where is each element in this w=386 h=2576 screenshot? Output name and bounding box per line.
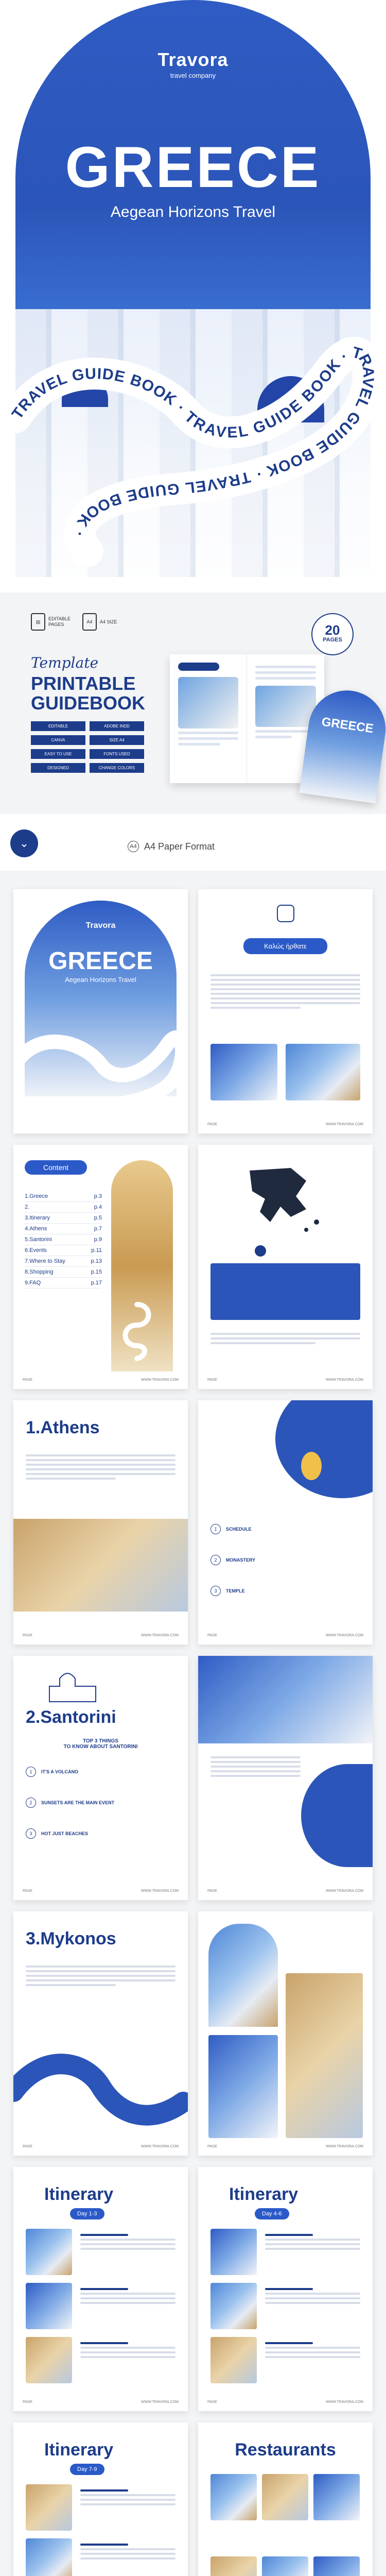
feature-tag: FONTS USED — [90, 749, 144, 759]
restaurant-photo — [313, 2474, 360, 2520]
content-pill: Content — [25, 1160, 87, 1175]
list-item: 3.Itinerary p.5 — [25, 1213, 102, 1224]
brand-tagline: travel company — [170, 72, 216, 79]
title-line: PRINTABLE — [31, 673, 136, 694]
day-pill: Day 7-9 — [70, 2464, 104, 2475]
itinerary-photo — [210, 2229, 257, 2275]
hero-section — [0, 0, 386, 592]
day-pill: Day 4-6 — [255, 2208, 289, 2219]
feature-tag: SIZE A4 — [90, 735, 144, 745]
welcome-photo — [286, 1044, 360, 1100]
format-divider — [0, 814, 386, 871]
page-title: Itinerary — [44, 2440, 114, 2460]
pages-count-badge — [311, 613, 354, 655]
greece-map-icon — [229, 1160, 332, 1238]
list-item: 9.FAQ p.17 — [25, 1278, 102, 1289]
restaurant-photo — [262, 2474, 308, 2520]
blue-blob — [275, 1400, 373, 1498]
mini-cover-mockup: GREECE — [299, 686, 386, 804]
page-footer-url: WWW.TRAVORA.COM — [141, 1634, 179, 1637]
tag-label: EDITABLE PAGES — [48, 616, 71, 627]
info-card — [210, 1263, 360, 1320]
page-footer: PAGE — [207, 1889, 217, 1893]
travel-guide-ribbon — [0, 242, 386, 577]
page-footer: PAGE — [207, 1123, 217, 1126]
blue-blob — [301, 1764, 373, 1867]
page-footer-url: WWW.TRAVORA.COM — [326, 1123, 363, 1126]
list-item: 5.Santorini p.9 — [25, 1234, 102, 1245]
list-item: 6.Events p.11 — [25, 1245, 102, 1256]
feature-tag: ADOBE INDD — [90, 721, 144, 731]
a4-icon: A4 — [82, 613, 97, 631]
page-footer-url: WWW.TRAVORA.COM — [326, 1889, 363, 1893]
number-icon: 3 — [26, 1828, 36, 1839]
ribbon-text: TRAVEL GUIDE BOOK · TRAVEL GUIDE BOOK · TRAVEL GUIDE BOOK · TRAVEL GUIDE BOOK · — [8, 344, 377, 539]
page-athens-schedule: 1 SCHEDULE 2 MONASTERY 3 TEMPLE PAGE WWW.TRAVORA.COM — [198, 1400, 373, 1645]
cover-subtitle: Aegean Horizons Travel — [65, 976, 136, 984]
page-content — [13, 1145, 188, 1389]
day-pill: Day 1-3 — [70, 2208, 104, 2219]
cover-title: GREECE — [48, 947, 153, 975]
page-grid — [0, 871, 386, 2576]
page-footer: PAGE — [23, 2145, 32, 2148]
page-footer-url: WWW.TRAVORA.COM — [141, 1378, 179, 1382]
feature-tag: EASY TO USE — [31, 749, 85, 759]
page-footer-url: WWW.TRAVORA.COM — [326, 1634, 363, 1637]
page-footer-url: WWW.TRAVORA.COM — [141, 2145, 179, 2148]
page-title: Itinerary — [44, 2184, 114, 2204]
a4-format-label — [128, 841, 215, 852]
page-row — [13, 1145, 373, 1389]
page-row — [13, 1400, 373, 1645]
mykonos-photo — [286, 1973, 363, 2138]
page-footer: PAGE — [207, 2145, 217, 2148]
page-cover — [13, 889, 188, 1133]
page-row — [13, 2422, 373, 2576]
feature-tag: CANVA — [31, 735, 85, 745]
restaurant-photo — [210, 2474, 257, 2520]
pages-label: PAGES — [323, 637, 342, 643]
page-mykonos — [13, 1911, 188, 2156]
hero-brand — [0, 49, 386, 79]
number-icon: 3 — [210, 1586, 221, 1596]
itinerary-photo — [26, 2337, 72, 2383]
page-title: 1.Athens — [26, 1418, 100, 1437]
welcome-photo — [210, 1044, 277, 1100]
page-title: 2.Santorini — [26, 1707, 116, 1727]
svg-text:TRAVEL GUIDE BOOK · TRAVEL GUI — [9, 344, 377, 538]
tag-label: A4 SIZE — [100, 619, 117, 624]
santorini-domes-photo — [198, 1656, 373, 1743]
itinerary-photo — [210, 2283, 257, 2329]
balloon-icon — [301, 1452, 322, 1480]
page-welcome — [198, 889, 373, 1133]
number-icon: 1 — [26, 1767, 36, 1777]
feature-tag-grid — [31, 721, 144, 773]
page-athens — [13, 1400, 188, 1645]
page-restaurants — [198, 2422, 373, 2576]
preview-section — [0, 592, 386, 814]
open-book-mockup — [170, 654, 324, 783]
page-itinerary-2 — [198, 2167, 373, 2411]
list-item: 2. p.4 — [25, 1202, 102, 1213]
book-photo — [255, 686, 316, 727]
santorini-subtitle: TOP 3 THINGS TO KNOW ABOUT SANTORINI — [63, 1738, 138, 1750]
book-left-page — [170, 654, 247, 783]
swirl-decoration — [116, 1299, 157, 1361]
page-santorini-photos — [198, 1656, 373, 1900]
page-footer-url: WWW.TRAVORA.COM — [141, 2400, 179, 2404]
mykonos-photo — [208, 2035, 278, 2138]
page-santorini: 2.Santorini TOP 3 THINGS TO KNOW ABOUT SANTORINI 1 IT'S A VOLCANO 2 SUNSETS ARE THE MAIN EVENT 3 HOT JUST BEACHES PAGE WWW.TRAVORA.COM — [13, 1656, 188, 1900]
page-footer-url: WWW.TRAVORA.COM — [141, 1889, 179, 1893]
cover-ribbon — [13, 997, 188, 1111]
pages-number: 20 — [325, 622, 340, 638]
pin-icon — [255, 1245, 266, 1257]
restaurant-photo — [262, 2556, 308, 2576]
page-footer: PAGE — [207, 1378, 217, 1382]
a4-size-tag — [82, 613, 125, 631]
list-item: 1.Greece p.3 — [25, 1191, 102, 1202]
template-script-title: Template — [31, 654, 99, 671]
hero-title: GREECE — [65, 135, 321, 199]
editable-pages-tag — [31, 613, 73, 631]
page-footer: PAGE — [207, 1634, 217, 1637]
list-item: 7.Where to Stay p.13 — [25, 1256, 102, 1267]
page-footer-url: WWW.TRAVORA.COM — [326, 1378, 363, 1382]
page-footer-url: WWW.TRAVORA.COM — [326, 2400, 363, 2404]
page-row — [13, 889, 373, 1133]
mykonos-photo — [208, 1924, 278, 2027]
printable-guidebook-title — [31, 674, 145, 713]
page-row — [13, 1911, 373, 2156]
brand-logo: Travora — [157, 49, 229, 70]
number-icon: 2 — [210, 1555, 221, 1565]
page-title: 3.Mykonos — [26, 1929, 116, 1948]
list-item: 4.Athens p.7 — [25, 1224, 102, 1234]
page-itinerary-1 — [13, 2167, 188, 2411]
number-icon: 1 — [210, 1524, 221, 1534]
church-icon — [44, 1668, 101, 1704]
book-photo — [178, 677, 238, 728]
hero-subtitle: Aegean Horizons Travel — [110, 204, 276, 221]
itinerary-photo — [26, 2229, 72, 2275]
content-list — [25, 1191, 102, 1289]
itinerary-photo — [210, 2337, 257, 2383]
title-line: GUIDEBOOK — [31, 692, 146, 714]
blue-wave-decoration — [13, 2040, 188, 2143]
itinerary-photo — [26, 2283, 72, 2329]
itinerary-photo — [26, 2484, 72, 2531]
itinerary-photo — [26, 2538, 72, 2576]
page-footer: PAGE — [23, 1634, 32, 1637]
format-text: A4 Paper Format — [144, 841, 215, 852]
cover-brand: Travora — [85, 921, 116, 930]
feature-tag: DESIGNED — [31, 763, 85, 773]
page-row — [13, 1656, 373, 1900]
page-row — [13, 2167, 373, 2411]
a4-icon: A4 — [128, 841, 139, 852]
page-footer: PAGE — [207, 2400, 217, 2404]
feature-icons — [31, 613, 125, 631]
logo-mark — [198, 905, 373, 925]
feature-tag: CHANGE COLORS — [90, 763, 144, 773]
page-map — [198, 1145, 373, 1389]
page-footer: PAGE — [23, 1378, 32, 1382]
page-footer: PAGE — [23, 1889, 32, 1893]
list-item: 8.Shopping p.15 — [25, 1267, 102, 1278]
welcome-pill: Καλώς ήρθατε — [243, 938, 327, 954]
feature-tag: EDITABLE — [31, 721, 85, 731]
number-icon: 2 — [26, 1798, 36, 1808]
page-title: Restaurants — [235, 2440, 336, 2460]
restaurant-photo — [313, 2556, 360, 2576]
page-footer: PAGE — [23, 2400, 32, 2404]
page-mykonos-photos — [198, 1911, 373, 2156]
file-icon: ▤ — [31, 613, 45, 631]
page-title: Itinerary — [229, 2184, 299, 2204]
chevron-down-icon[interactable]: ⌄ — [10, 829, 38, 857]
acropolis-photo — [13, 1519, 188, 1612]
page-itinerary-3 — [13, 2422, 188, 2576]
book-pill — [178, 663, 219, 671]
restaurant-photo — [210, 2556, 257, 2576]
page-footer-url: WWW.TRAVORA.COM — [326, 2145, 363, 2148]
